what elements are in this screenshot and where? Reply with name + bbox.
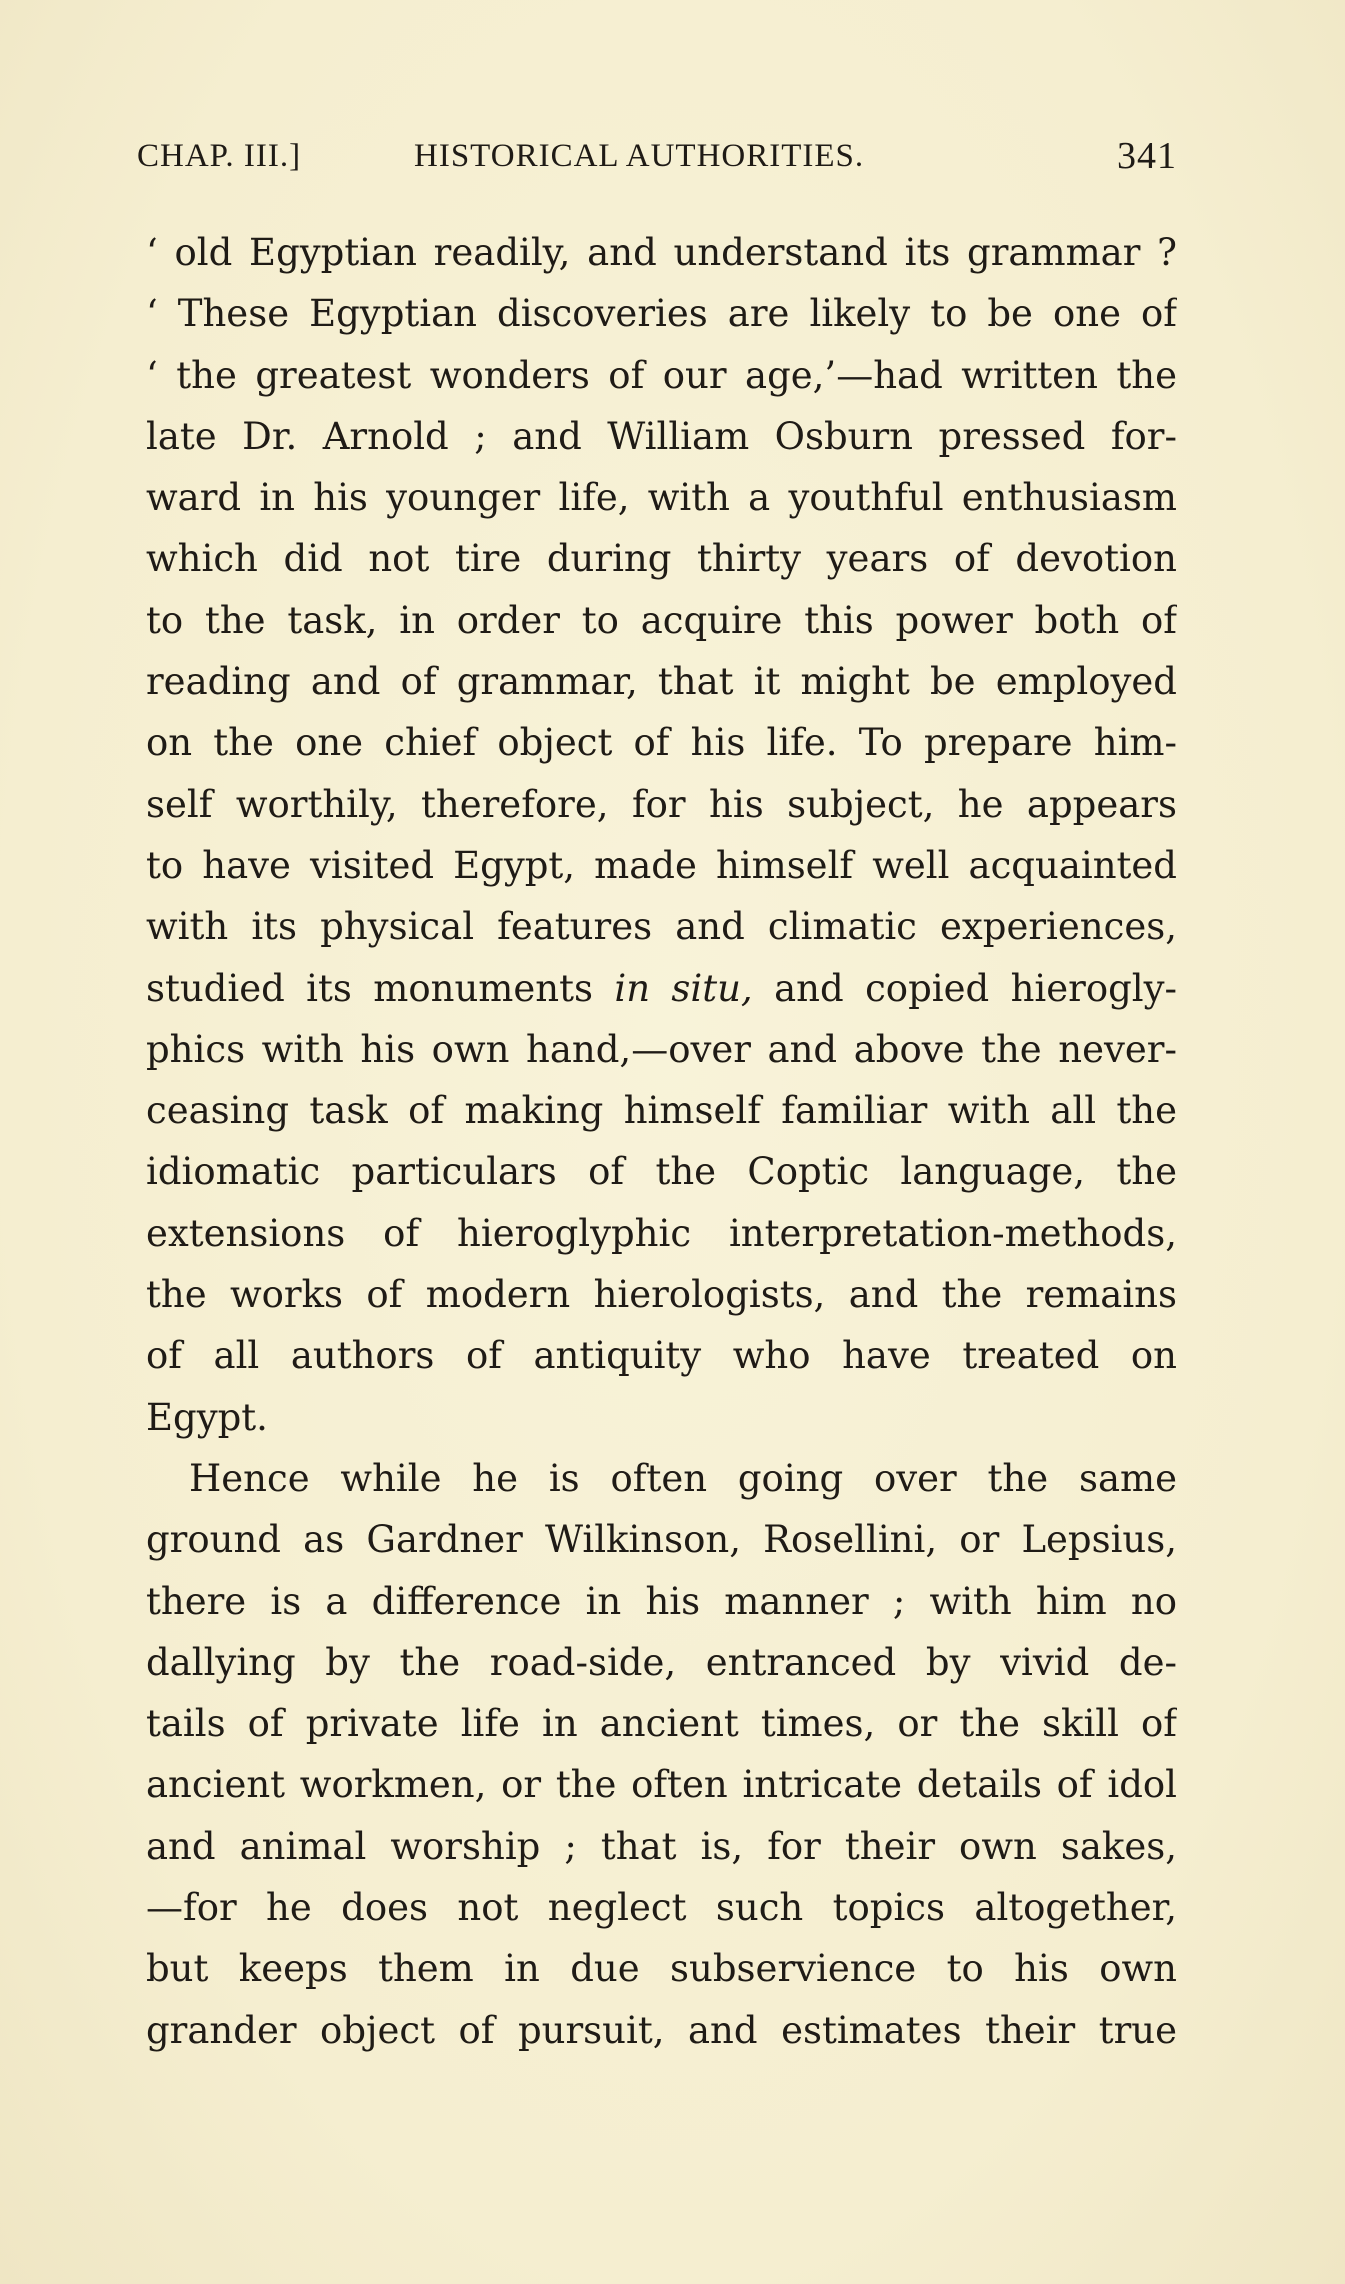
- italic-phrase: in situ,: [614, 966, 753, 1010]
- text-line: reading and of grammar, that it might be employed: [146, 660, 1177, 704]
- text-line: ward in his younger life, with a youthful enthusiasm: [146, 476, 1177, 520]
- chapter-label: CHAP. III.]: [137, 138, 302, 174]
- text-segment: and copied hierogly-: [774, 966, 1177, 1010]
- text-line: dallying by the road-side, entranced by vivid de-: [146, 1640, 1177, 1684]
- text-line: —for he does not neglect such topics altogether,: [146, 1886, 1177, 1930]
- text-line: ‘ These Egyptian discoveries are likely to be one of: [146, 292, 1177, 336]
- text-line: late Dr. Arnold ; and William Osburn pressed for-: [146, 414, 1177, 458]
- text-line: the works of modern hierologists, and the remains: [146, 1273, 1177, 1317]
- text-line: ground as Gardner Wilkinson, Rosellini, or Lepsius,: [146, 1518, 1177, 1562]
- text-line: which did not tire during thirty years of devotion: [146, 537, 1177, 581]
- text-line: of all authors of antiquity who have treated on: [146, 1334, 1177, 1378]
- text-line: phics with his own hand,—over and above the never-: [146, 1027, 1177, 1071]
- text-line: ancient workmen, or the often intricate details of idol: [146, 1763, 1177, 1807]
- text-line: self worthily, therefore, for his subject, he appears: [146, 782, 1177, 826]
- text-segment: studied its monuments: [146, 966, 593, 1010]
- text-line: there is a difference in his manner ; with him no: [146, 1579, 1177, 1623]
- text-line: to the task, in order to acquire this power both of: [146, 598, 1177, 642]
- text-line: and animal worship ; that is, for their own sakes,: [146, 1824, 1177, 1868]
- body-text: [146, 222, 1177, 2061]
- text-line: ‘ the greatest wonders of our age,’—had written the: [146, 353, 1177, 397]
- text-line: ‘ old Egyptian readily, and understand its grammar ?: [146, 231, 1177, 274]
- running-title: HISTORICAL AUTHORITIES.: [414, 138, 865, 174]
- paragraph-end-line: Egypt.: [146, 1395, 268, 1439]
- text-line: but keeps them in due subservience to his own: [146, 1947, 1177, 1991]
- paragraph-start-line: Hence while he is often going over the same: [189, 1456, 1177, 1500]
- text-line: tails of private life in ancient times, or the skill of: [146, 1702, 1177, 1746]
- text-line: to have visited Egypt, made himself well acquainted: [146, 843, 1177, 887]
- text-line: ceasing task of making himself familiar with all the: [146, 1089, 1177, 1133]
- text-line: with its physical features and climatic experiences,: [146, 905, 1177, 949]
- running-head: [137, 130, 1177, 182]
- page-number: 341: [1117, 135, 1177, 177]
- text-line: grander object of pursuit, and estimates their true: [146, 2008, 1177, 2052]
- text-line-with-italic: [146, 958, 1177, 1019]
- text-line: idiomatic particulars of the Coptic language, the: [146, 1150, 1177, 1194]
- text-line: extensions of hieroglyphic interpretation-methods,: [146, 1211, 1177, 1255]
- text-line: on the one chief object of his life. To prepare him-: [146, 721, 1177, 765]
